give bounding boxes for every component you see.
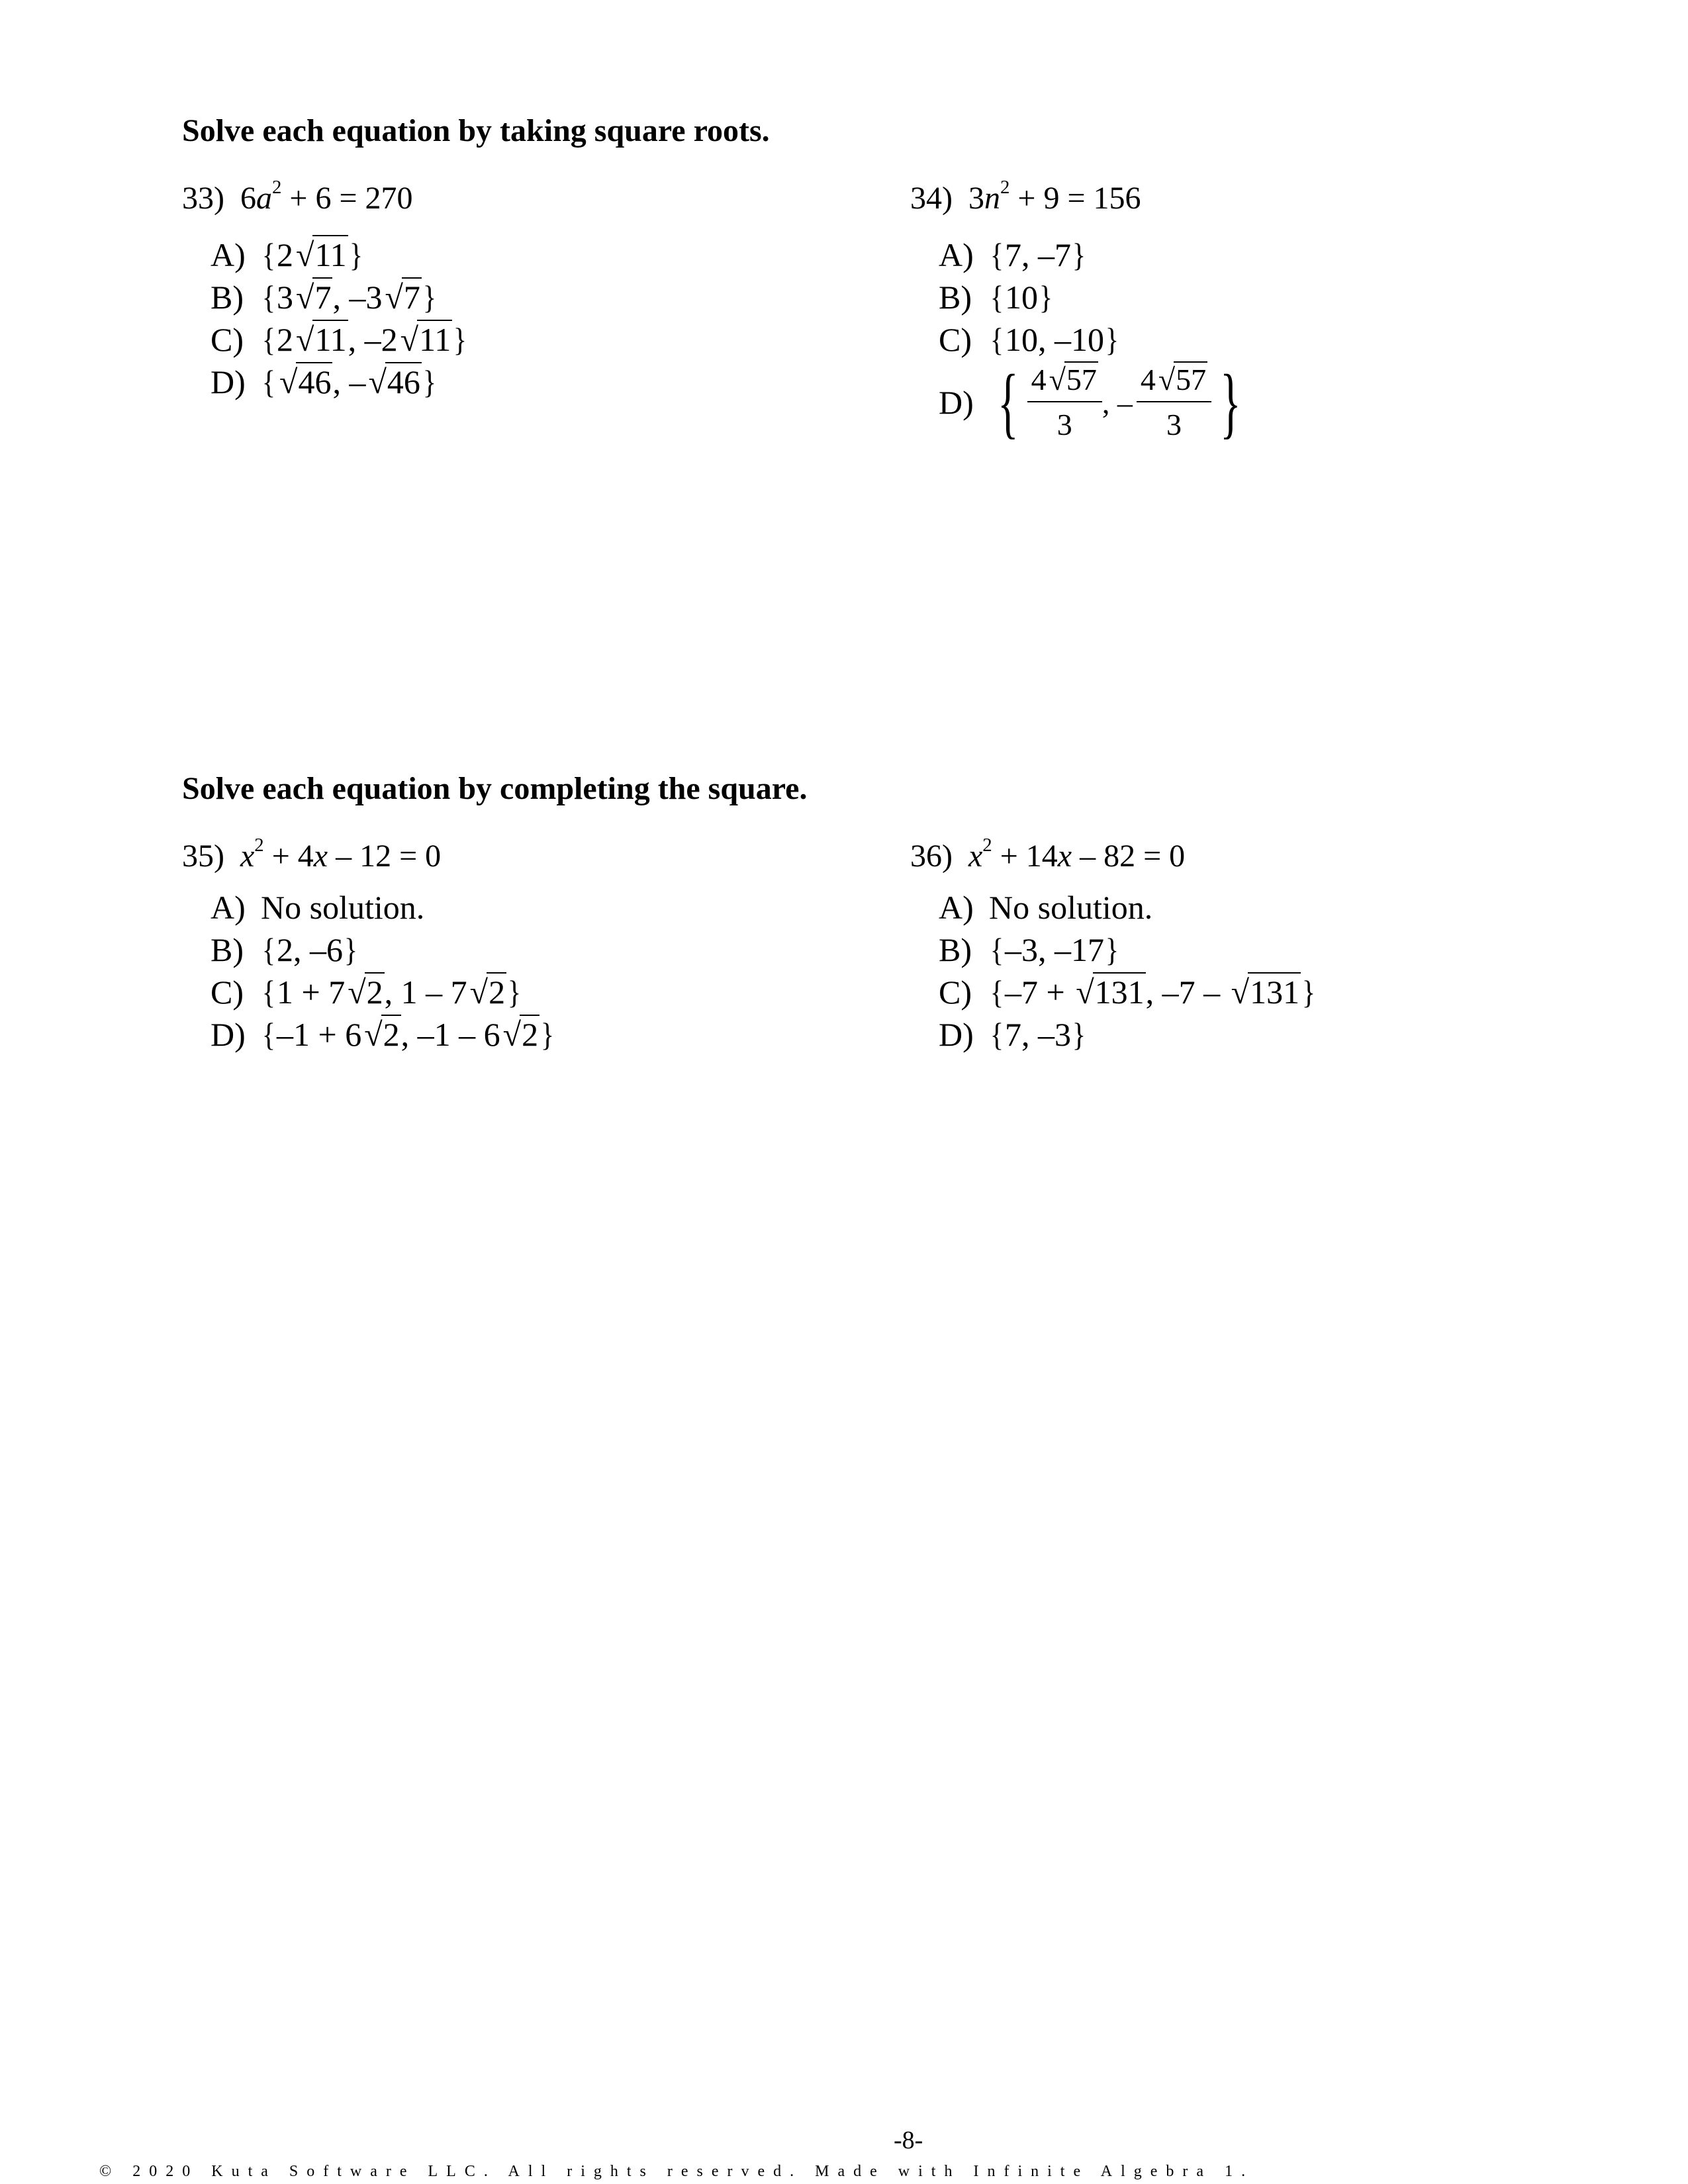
q33-option-b[interactable]: B) {3√7, –3√7} <box>211 279 437 316</box>
option-label: A) <box>211 236 246 273</box>
separator: , –3 <box>332 279 383 316</box>
question-number: 34) <box>910 181 953 216</box>
section-heading-square-roots: Solve each equation by taking square roots. <box>182 113 770 148</box>
numerator-coef: 4 <box>1140 362 1156 396</box>
variable: a <box>256 181 272 216</box>
option-label: C) <box>211 321 244 358</box>
option-label: B) <box>211 279 244 316</box>
option-coef: 3 <box>277 279 293 316</box>
q34-option-c[interactable]: C) {10, –10} <box>939 321 1119 358</box>
question-number: 36) <box>910 839 953 874</box>
option-label: B) <box>211 931 244 968</box>
equation-rest: + 9 = 156 <box>1009 181 1141 216</box>
radicand: 7 <box>402 277 422 316</box>
sqrt-icon: √ <box>502 1016 522 1053</box>
q34-option-a[interactable]: A) {7, –7} <box>939 236 1086 273</box>
q34-option-b[interactable]: B) {10} <box>939 279 1053 316</box>
radicand: 131 <box>1248 972 1301 1011</box>
option-label: B) <box>939 931 972 968</box>
q33-option-a[interactable]: A) {2√11} <box>211 236 363 273</box>
q34-option-d[interactable] <box>939 358 1250 446</box>
page-number: -8- <box>894 2126 923 2154</box>
sqrt-icon: √ <box>348 974 366 1011</box>
radicand: 57 <box>1064 361 1098 396</box>
variable: x <box>1057 839 1072 874</box>
fraction <box>1027 364 1102 441</box>
variable: x <box>313 839 328 874</box>
radicand: 46 <box>296 362 332 400</box>
numerator-coef: 4 <box>1031 362 1047 396</box>
sqrt-icon: √ <box>1158 362 1176 396</box>
q36-option-b[interactable]: B) {–3, –17} <box>939 931 1119 968</box>
question-36 <box>910 835 1186 874</box>
q36-option-a[interactable] <box>939 888 1152 927</box>
exponent: 2 <box>271 177 282 198</box>
option-label: D) <box>939 1016 974 1053</box>
option-value: No solution. <box>989 889 1153 926</box>
equation-rest: – 82 = 0 <box>1072 839 1186 874</box>
variable: x <box>240 839 255 874</box>
radicand: 11 <box>417 320 452 358</box>
option-label: A) <box>939 889 974 926</box>
option-label: D) <box>211 1016 246 1053</box>
question-number: 33) <box>182 181 224 216</box>
option-value: 10, –10 <box>1005 321 1104 358</box>
option-value: 7, –3 <box>1005 1016 1071 1053</box>
option-label: C) <box>211 974 244 1011</box>
option-part: 1 + 7 <box>277 974 346 1011</box>
separator: , – <box>332 363 366 400</box>
radicand: 46 <box>385 362 422 400</box>
exponent: 2 <box>982 835 992 856</box>
radicand: 57 <box>1174 361 1207 396</box>
question-33 <box>182 177 413 216</box>
coef: 6 <box>240 181 256 216</box>
left-brace: { <box>997 358 1019 446</box>
sqrt-icon: √ <box>296 236 314 273</box>
sqrt-icon: √ <box>469 974 489 1011</box>
coef: 3 <box>968 181 984 216</box>
option-value: –3, –17 <box>1005 931 1104 968</box>
option-value: 2, –6 <box>277 931 343 968</box>
question-34 <box>910 177 1141 216</box>
option-part: –1 + 6 <box>277 1016 362 1053</box>
exponent: 2 <box>254 835 264 856</box>
option-coef: 2 <box>277 236 293 273</box>
question-35 <box>182 835 442 874</box>
option-coef: 2 <box>277 321 293 358</box>
fraction <box>1137 364 1211 441</box>
question-number: 35) <box>182 839 224 874</box>
denominator: 3 <box>1166 408 1182 441</box>
sqrt-icon: √ <box>279 363 298 400</box>
radicand: 2 <box>365 972 385 1011</box>
option-label: D) <box>211 363 246 400</box>
right-brace: } <box>1220 358 1241 446</box>
option-part: , –1 – 6 <box>400 1016 500 1053</box>
option-part: , 1 – 7 <box>384 974 467 1011</box>
option-label: C) <box>939 321 972 358</box>
sqrt-icon: √ <box>385 279 403 316</box>
q33-option-d[interactable]: D) { √46, –√46} <box>211 363 437 400</box>
q35-option-b[interactable]: B) {2, –6} <box>211 931 358 968</box>
variable: n <box>984 181 1000 216</box>
radicand: 11 <box>312 235 348 273</box>
sqrt-icon: √ <box>1049 362 1066 396</box>
sqrt-icon: √ <box>296 279 314 316</box>
option-label: A) <box>211 889 246 926</box>
variable: x <box>968 839 983 874</box>
sqrt-icon: √ <box>400 321 419 358</box>
sqrt-icon: √ <box>364 1016 383 1053</box>
option-value: 7, –7 <box>1005 236 1071 273</box>
sqrt-icon: √ <box>1076 974 1094 1011</box>
equation-rest: – 12 = 0 <box>328 839 442 874</box>
option-value: No solution. <box>261 889 425 926</box>
q36-option-d[interactable]: D) {7, –3} <box>939 1016 1086 1053</box>
q33-option-c[interactable]: C) {2√11, –2√11} <box>211 321 467 358</box>
option-label: C) <box>939 974 972 1011</box>
q35-option-a[interactable] <box>211 888 424 927</box>
separator: , – <box>1102 385 1133 420</box>
copyright-footer: © 2020 Kuta Software LLC. All rights reserved. Made with Infinite Algebra 1. <box>99 2163 1254 2180</box>
radicand: 2 <box>381 1015 401 1053</box>
option-label: B) <box>939 279 972 316</box>
section-heading-completing-square: Solve each equation by completing the square. <box>182 771 808 806</box>
denominator: 3 <box>1056 408 1072 441</box>
q35-option-c[interactable]: C) {1 + 7√2, 1 – 7√2} <box>211 974 522 1011</box>
option-part: –7 + <box>1005 974 1074 1011</box>
separator: , –2 <box>348 321 398 358</box>
option-part: , –7 – <box>1145 974 1229 1011</box>
option-label: D) <box>939 384 974 421</box>
radicand: 7 <box>312 277 332 316</box>
q35-option-d[interactable]: D) {–1 + 6√2, –1 – 6√2} <box>211 1016 555 1053</box>
sqrt-icon: √ <box>296 321 314 358</box>
radicand: 2 <box>520 1015 539 1053</box>
equation-rest: + 6 = 270 <box>281 181 413 216</box>
equation-mid: + 14 <box>992 839 1058 874</box>
radicand: 11 <box>312 320 348 358</box>
option-value: 10 <box>1005 279 1038 316</box>
radicand: 2 <box>487 972 506 1011</box>
equation-mid: + 4 <box>263 839 314 874</box>
exponent: 2 <box>1000 177 1010 198</box>
q36-option-c[interactable]: C) {–7 + √131, –7 – √131} <box>939 974 1316 1011</box>
option-label: A) <box>939 236 974 273</box>
sqrt-icon: √ <box>368 363 387 400</box>
sqrt-icon: √ <box>1231 974 1250 1011</box>
radicand: 131 <box>1093 972 1146 1011</box>
